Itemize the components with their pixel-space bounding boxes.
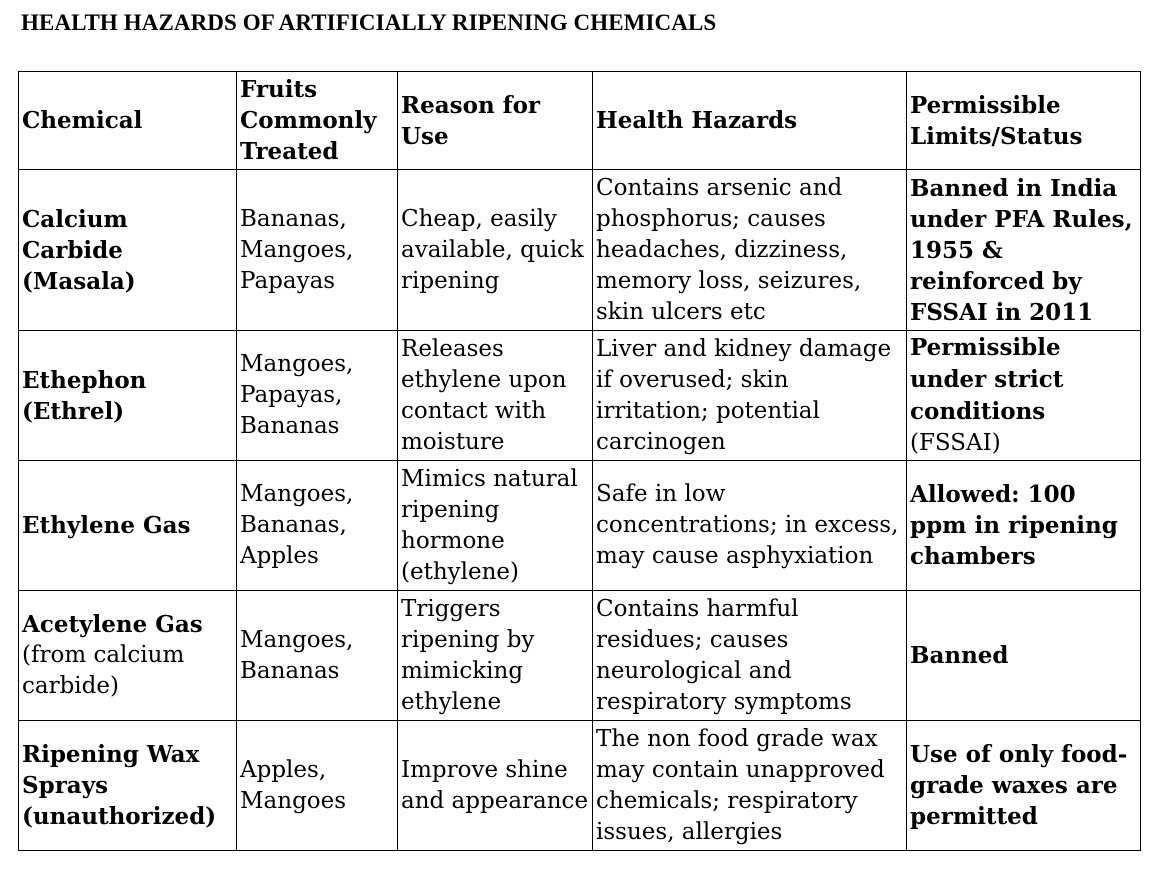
document-title: HEALTH HAZARDS OF ARTIFICIALLY RIPENING CHEMICALS [21,10,717,35]
status-cell [907,461,1141,591]
chemical-cell [19,591,237,721]
chemical-name: Ripening Wax Sprays (unauthorized) [22,741,217,830]
hazards-cell: Liver and kidney damage if overused; skin irritation; potential carcinogen [593,331,907,461]
status-text: Use of only food-grade waxes are permitted [910,741,1128,830]
hazards-cell: The non food grade wax may contain unapproved chemicals; respiratory issues, allergies [593,721,907,851]
status-cell [907,591,1141,721]
fruits-cell: Mangoes, Bananas [237,591,398,721]
fruits-cell: Bananas, Mangoes, Papayas [237,170,398,331]
header-hazards: Health Hazards [593,72,907,170]
table-row [19,170,1141,331]
hazards-cell: Contains harmful residues; causes neurological and respiratory symptoms [593,591,907,721]
chemical-cell [19,331,237,461]
fruits-cell: Apples, Mangoes [237,721,398,851]
header-fruits: Fruits Commonly Treated [237,72,398,170]
status-text: Banned in India under PFA Rules, 1955 & reinforced by FSSAI in 2011 [910,174,1133,326]
hazards-cell: Contains arsenic and phosphorus; causes headaches, dizziness, memory loss, seizures, skin ulcers etc [593,170,907,331]
status-cell [907,721,1141,851]
table-row [19,331,1141,461]
status-text: Allowed: 100 ppm in ripening chambers [910,481,1118,570]
reason-cell: Triggers ripening by mimicking ethylene [398,591,593,721]
reason-cell: Mimics natural ripening hormone (ethylene) [398,461,593,591]
status-cell [907,170,1141,331]
header-chemical: Chemical [19,72,237,170]
fruits-cell: Mangoes, Papayas, Bananas [237,331,398,461]
table-row [19,721,1141,851]
table-row [19,461,1141,591]
status-text: Banned [910,642,1009,669]
status-text: Permissible under strict conditions [910,334,1064,425]
chemical-name: Calcium Carbide (Masala) [22,205,136,295]
status-cell [907,331,1141,461]
table-row [19,591,1141,721]
reason-cell: Releases ethylene upon contact with moisture [398,331,593,461]
chemical-name: Ethylene Gas [22,512,191,539]
header-row [19,72,1141,170]
reason-cell: Cheap, easily available, quick ripening [398,170,593,331]
chemical-name: Acetylene Gas [22,611,203,638]
hazards-cell: Safe in low concentrations; in excess, may cause asphyxiation [593,461,907,591]
chemical-cell [19,170,237,331]
chemical-cell [19,461,237,591]
hazards-table [18,71,1141,851]
reason-cell: Improve shine and appearance [398,721,593,851]
status-note: (FSSAI) [910,430,1001,456]
chemical-note: (from calcium carbide) [22,642,185,699]
header-status: Permissible Limits/Status [907,72,1141,170]
header-reason: Reason for Use [398,72,593,170]
fruits-cell: Mangoes, Bananas, Apples [237,461,398,591]
chemical-cell [19,721,237,851]
chemical-name: Ethephon (Ethrel) [22,366,147,425]
